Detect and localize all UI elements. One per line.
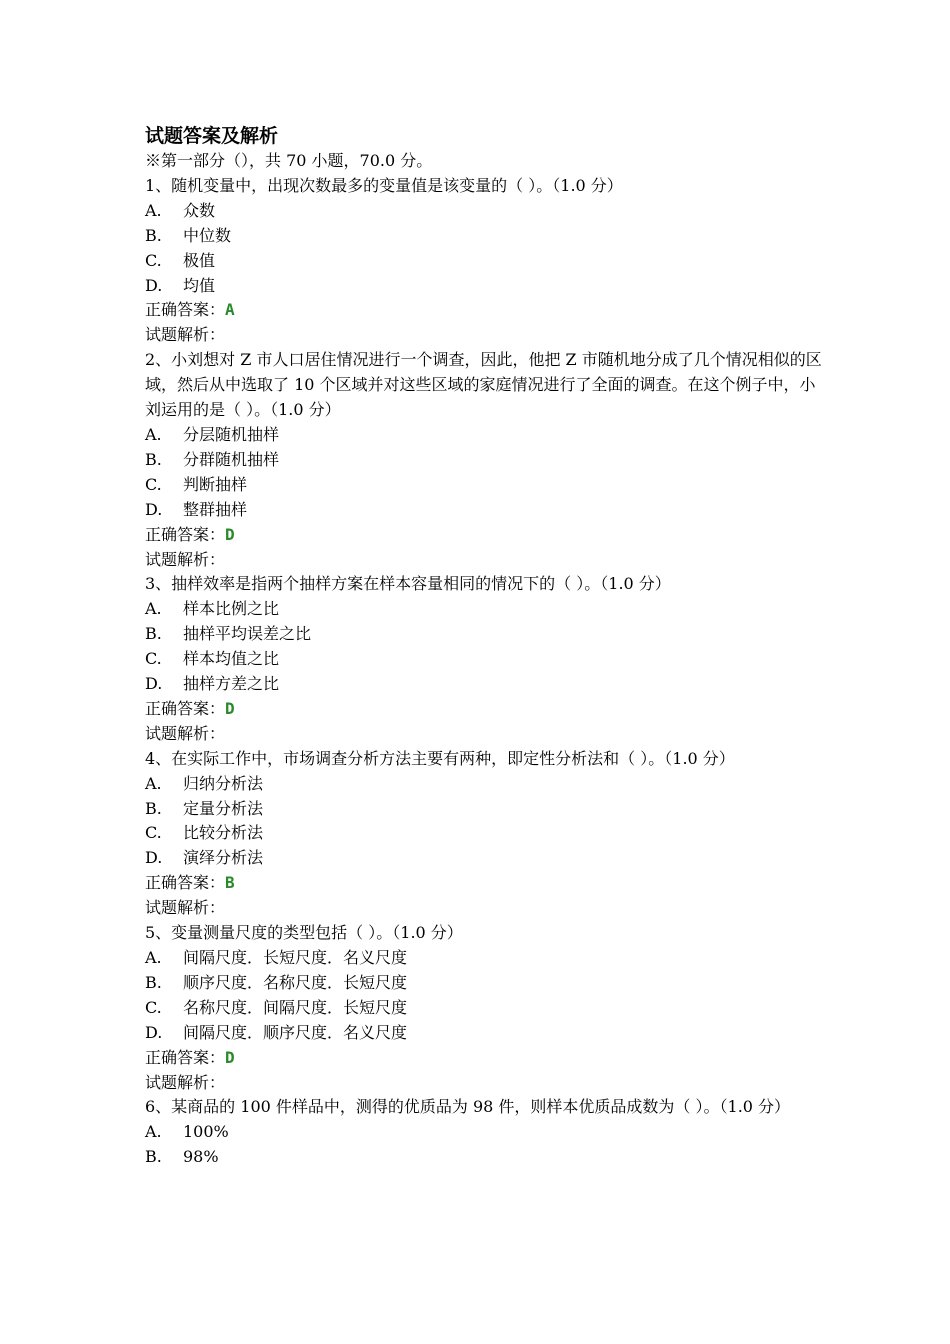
correct-answer-row [145, 298, 825, 323]
page-title: 试题答案及解析 [145, 125, 279, 147]
correct-answer-value: D [225, 1047, 235, 1067]
answer-option [145, 448, 825, 473]
answer-option [145, 597, 825, 622]
option-text: 演绎分析法 [183, 848, 264, 868]
answer-option [145, 423, 825, 448]
option-letter: A. [145, 200, 162, 220]
option-letter: B. [145, 225, 162, 245]
answer-option [145, 249, 825, 274]
option-text: 比较分析法 [183, 823, 264, 843]
question-stem: 6、某商品的 100 件样品中，测得的优质品为 98 件，则样本优质品成数为（ ）。（1.0 分） [145, 1097, 791, 1117]
option-letter: C. [145, 474, 162, 494]
correct-answer-row [145, 871, 825, 896]
question-block [145, 1095, 825, 1170]
option-letter: C. [145, 823, 162, 843]
question-stem: 4、在实际工作中，市场调查分析方法主要有两种，即定性分析法和（ ）。（1.0 分） [145, 748, 735, 768]
correct-answer-label: 正确答案： [145, 873, 226, 893]
option-letter: C. [145, 997, 162, 1017]
option-text: 名称尺度．间隔尺度．长短尺度 [183, 997, 408, 1017]
correct-answer-row [145, 523, 825, 548]
option-text: 98% [183, 1147, 219, 1167]
option-letter: B. [145, 1147, 162, 1167]
option-letter: D. [145, 848, 163, 868]
correct-answer-row [145, 1046, 825, 1071]
analysis-label: 试题解析： [145, 723, 226, 743]
option-text: 间隔尺度．长短尺度．名义尺度 [183, 948, 408, 967]
analysis-label: 试题解析： [145, 898, 226, 918]
option-text: 间隔尺度．顺序尺度．名义尺度 [183, 1022, 408, 1042]
correct-answer-value: D [225, 698, 235, 718]
option-letter: A. [145, 773, 162, 793]
option-letter: A. [145, 948, 162, 967]
option-letter: A. [145, 424, 162, 444]
answer-option [145, 772, 825, 797]
correct-answer-label: 正确答案： [145, 524, 226, 544]
answer-option [145, 821, 825, 846]
answer-option [145, 647, 825, 672]
option-text: 100% [183, 1122, 229, 1142]
option-text: 中位数 [183, 225, 232, 245]
correct-answer-label: 正确答案： [145, 1047, 226, 1067]
option-letter: A. [145, 599, 162, 619]
option-letter: C. [145, 649, 162, 669]
option-letter: D. [145, 499, 163, 519]
analysis-label: 试题解析： [145, 549, 226, 569]
option-text: 众数 [183, 200, 216, 220]
option-letter: B. [145, 449, 162, 469]
correct-answer-value: B [225, 873, 235, 893]
option-text: 判断抽样 [183, 474, 248, 494]
question-stem: 5、变量测量尺度的类型包括（ ）。（1.0 分） [145, 923, 463, 943]
option-text: 顺序尺度．名称尺度．长短尺度 [183, 972, 408, 992]
option-letter: A. [145, 1122, 162, 1142]
answer-option [145, 971, 825, 996]
option-text: 归纳分析法 [183, 773, 264, 793]
question-list [145, 174, 825, 1170]
document-body [145, 123, 825, 1170]
option-text: 样本比例之比 [183, 599, 280, 619]
option-text: 样本均值之比 [183, 649, 280, 669]
question-block [145, 747, 825, 921]
question-block [145, 174, 825, 348]
option-letter: B. [145, 624, 162, 644]
option-text: 均值 [183, 275, 216, 295]
answer-option [145, 846, 825, 871]
question-block [145, 921, 825, 1095]
answer-option [145, 996, 825, 1021]
section-header: ※第一部分（），共 70 小题，70.0 分。 [145, 151, 433, 170]
option-letter: D. [145, 275, 163, 295]
option-text: 分群随机抽样 [183, 449, 280, 469]
correct-answer-label: 正确答案： [145, 300, 226, 320]
option-letter: D. [145, 674, 163, 694]
answer-option [145, 622, 825, 647]
option-letter: B. [145, 972, 162, 992]
answer-option [145, 1021, 825, 1046]
option-text: 抽样方差之比 [183, 674, 280, 694]
option-text: 定量分析法 [183, 798, 264, 818]
answer-option [145, 473, 825, 498]
correct-answer-row [145, 697, 825, 722]
correct-answer-label: 正确答案： [145, 698, 226, 718]
answer-option [145, 498, 825, 523]
question-block [145, 348, 825, 572]
analysis-label: 试题解析： [145, 325, 226, 345]
answer-option [145, 672, 825, 697]
option-text: 抽样平均误差之比 [183, 624, 312, 644]
question-stem: 1、随机变量中，出现次数最多的变量值是该变量的（ ）。（1.0 分） [145, 175, 623, 195]
option-text: 整群抽样 [183, 499, 248, 519]
correct-answer-value: D [225, 524, 235, 544]
answer-option [145, 274, 825, 299]
analysis-label: 试题解析： [145, 1072, 226, 1092]
question-stem: 3、抽样效率是指两个抽样方案在样本容量相同的情况下的（ ）。（1.0 分） [145, 574, 671, 594]
option-letter: B. [145, 798, 162, 818]
option-text: 极值 [183, 250, 216, 270]
answer-option [145, 1145, 825, 1170]
answer-option [145, 797, 825, 822]
answer-option [145, 1120, 825, 1145]
answer-option [145, 946, 825, 971]
option-letter: D. [145, 1022, 163, 1042]
answer-option [145, 199, 825, 224]
question-stem: 2、小刘想对 Z 市人口居住情况进行一个调查，因此，他把 Z 市随机地分成了几个情况相似的区域，然后从中选取了 10 个区域并对这些区域的家庭情况进行了全面的调查。在这个例子中，小刘运用的是（ ）。（1.0 分） [145, 350, 822, 420]
question-block [145, 572, 825, 746]
answer-option [145, 224, 825, 249]
option-letter: C. [145, 250, 162, 270]
option-text: 分层随机抽样 [183, 424, 280, 444]
correct-answer-value: A [225, 300, 235, 320]
